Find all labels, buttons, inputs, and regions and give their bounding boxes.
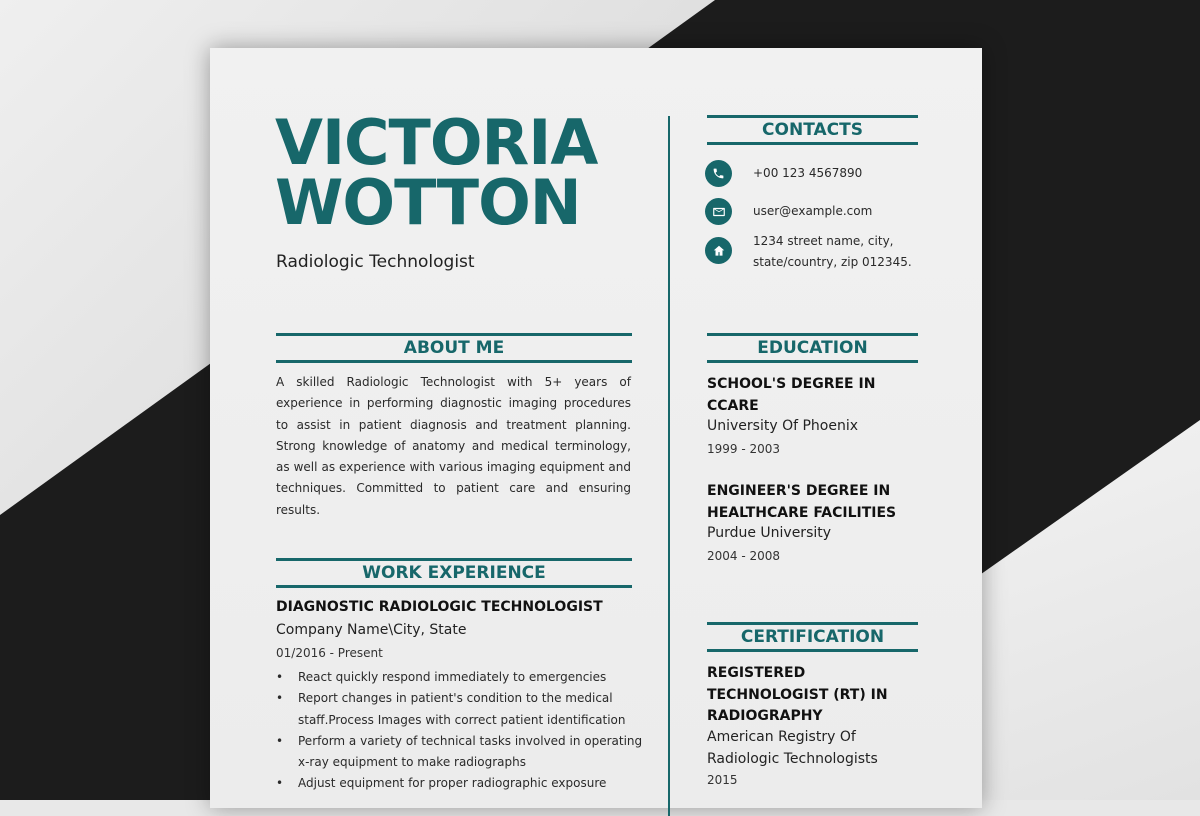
phone-number: +00 123 4567890 — [753, 166, 863, 180]
education-school: University Of Phoenix — [707, 418, 859, 434]
job-duty-item: • Adjust equipment for proper radiographic exposure — [276, 773, 646, 794]
address-line-2: state/country, zip 012345. — [753, 255, 912, 269]
work-heading: WORK EXPERIENCE — [276, 558, 632, 588]
certification-year: 2015 — [707, 773, 738, 787]
job-company: Company Name\City, State — [276, 622, 467, 638]
education-degree: ENGINEER'S DEGREE IN HEALTHCARE FACILITIES — [707, 483, 897, 521]
contacts-heading: CONTACTS — [707, 115, 918, 145]
about-heading: ABOUT ME — [276, 333, 632, 363]
job-duty-item: • Report changes in patient's condition to the medical staff.Process Images with correct patient identification — [276, 688, 646, 731]
certification-organization: American Registry Of Radiologic Technologists — [707, 729, 878, 767]
resume-page — [210, 48, 982, 808]
job-role: DIAGNOSTIC RADIOLOGIC TECHNOLOGIST — [276, 599, 603, 615]
job-dates: 01/2016 - Present — [276, 646, 383, 660]
first-name: VICTORIA — [275, 106, 598, 179]
job-title: Radiologic Technologist — [276, 252, 475, 272]
email-address: user@example.com — [753, 204, 873, 218]
column-divider — [668, 116, 670, 816]
education-heading: EDUCATION — [707, 333, 918, 363]
home-icon — [705, 237, 732, 264]
email-icon — [705, 198, 732, 225]
last-name: WOTTON — [275, 166, 581, 239]
education-years: 1999 - 2003 — [707, 442, 781, 456]
job-duty-item: • Perform a variety of technical tasks involved in operating x-ray equipment to make radiographs — [276, 731, 646, 774]
job-duty-item: • React quickly respond immediately to emergencies — [276, 667, 646, 688]
phone-icon — [705, 160, 732, 187]
address-line-1: 1234 street name, city, — [753, 234, 894, 248]
certification-name: REGISTERED TECHNOLOGIST (RT) IN RADIOGRAPHY — [707, 665, 888, 724]
job-duties-list — [276, 667, 646, 795]
education-years: 2004 - 2008 — [707, 549, 781, 563]
certification-heading: CERTIFICATION — [707, 622, 918, 652]
education-school: Purdue University — [707, 525, 832, 541]
about-text: A skilled Radiologic Technologist with 5+ years of experience in performing diagnostic imaging procedures to assist in patient diagnosis and treatment planning. Strong knowledge of anatomy and medical terminology, as well as experience with various imaging equipment and techniques. Committed to patient care and ensuring results. — [276, 375, 631, 517]
education-degree: SCHOOL'S DEGREE IN CCARE — [707, 376, 876, 414]
